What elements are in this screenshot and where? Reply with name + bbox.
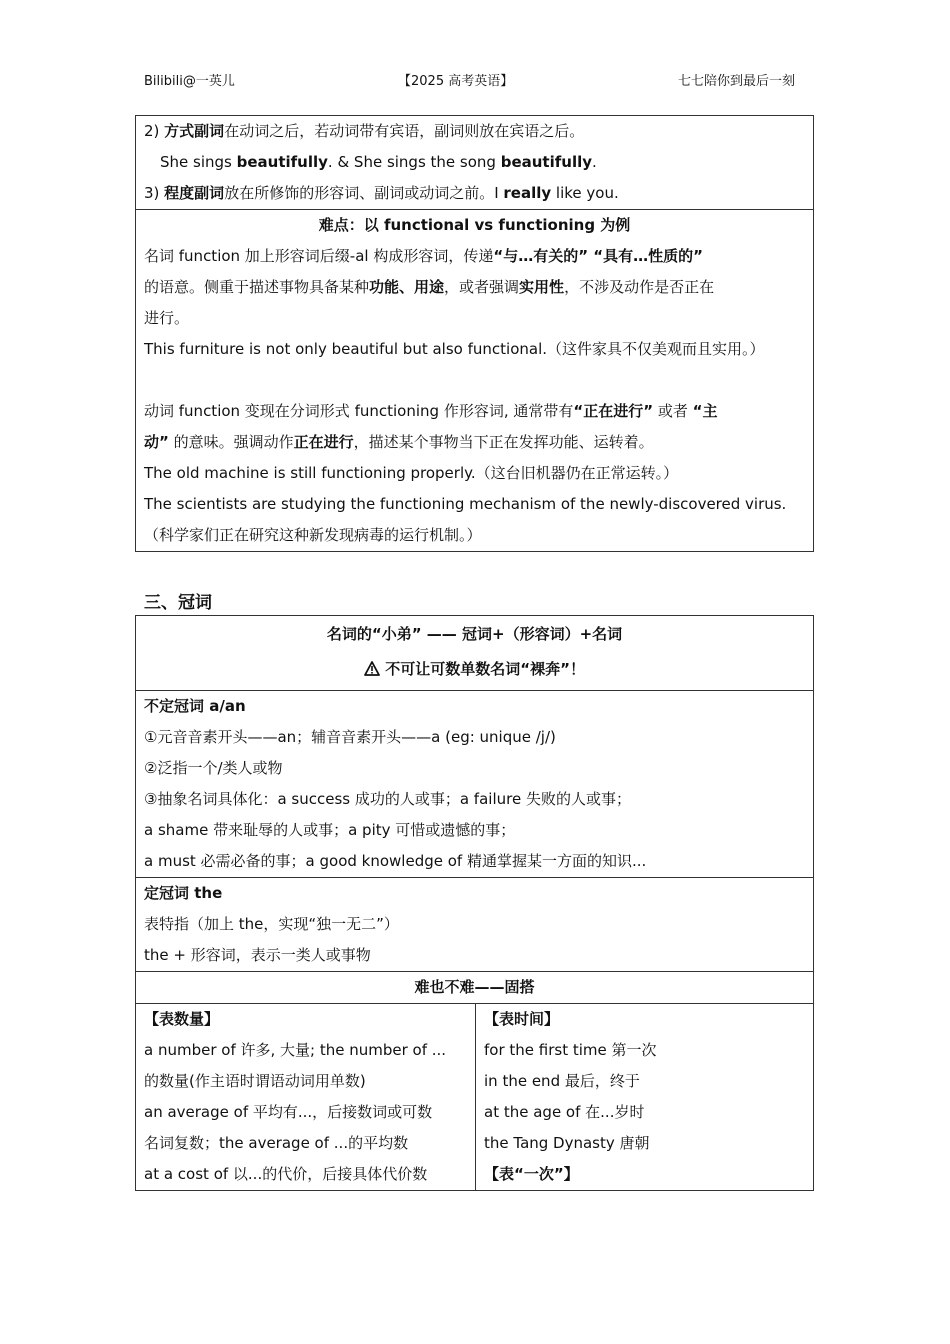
list-item: a must 必需必备的事；a good knowledge of 精通掌握某一方面的知识... [144, 852, 647, 870]
keyword: “主 [692, 402, 718, 420]
time-heading: 【表时间】 [484, 1010, 560, 1028]
fixed-phrases-title: 难也不难——固搭 [414, 978, 535, 996]
intro-line: 名词的“小弟” —— 冠词+（形容词）+名词 [326, 625, 623, 643]
difficulty-section [136, 209, 813, 551]
keyword: “与…有关的” “具有…性质的” [493, 247, 704, 265]
keyword: 动” [144, 433, 169, 451]
phrase-item: a number of 许多, 大量; the number of ... [144, 1041, 447, 1059]
manner-adverb-line [136, 116, 813, 147]
warning-triangle-icon [364, 660, 385, 678]
example-line: The old machine is still functioning properly.（这台旧机器仍在正常运转。） [144, 464, 679, 482]
example-text: . [592, 153, 597, 171]
fixed-phrases-table [136, 1003, 813, 1190]
time-column [476, 1004, 813, 1190]
list-item: a shame 带来耻辱的人或事；a pity 可惜或遗憾的事； [144, 821, 516, 839]
definite-title: 定冠词 the [144, 884, 223, 902]
list-item: ③抽象名词具体化：a success 成功的人或事；a failure 失败的人或事； [144, 790, 631, 808]
text: ，或者强调 [444, 278, 520, 296]
rule-text: 在动词之后，若动词带有宾语，副词则放在宾语之后。 [224, 122, 585, 140]
text: ，描述某个事物当下正在发挥功能、运转着。 [353, 433, 654, 451]
list-item: 表特指（加上 the，实现“独一无二”） [144, 915, 399, 933]
text: 或者 [657, 402, 688, 420]
text: 的语意。侧重于描述事物具备某种 [144, 278, 370, 296]
phrase-item: at the age of 在...岁时 [484, 1103, 645, 1121]
phrase-item: at a cost of 以...的代价，后接具体代价数 [144, 1165, 428, 1183]
paragraph-line [136, 427, 813, 458]
paragraph-line: 进行。 [144, 309, 190, 327]
header-right: 七七陪你到最后一刻 [678, 74, 796, 89]
phrase-item: in the end 最后，终于 [484, 1072, 640, 1090]
example-keyword: beautifully [236, 153, 328, 171]
keyword: “正在进行” [573, 402, 654, 420]
example-line: This furniture is not only beautiful but also functional.（这件家具不仅美观而且实用。） [144, 340, 765, 358]
example-keyword: beautifully [500, 153, 593, 171]
phrase-item: the Tang Dynasty 唐朝 [484, 1134, 650, 1152]
term: 程度副词 [164, 184, 225, 202]
text: 名词 function 加上形容词后缀-al 构成形容词，传递 [144, 247, 494, 265]
paragraph-line [136, 396, 813, 427]
phrase-item: an average of 平均有...，后接数词或可数 [144, 1103, 433, 1121]
section-title: 三、冠词 [144, 593, 212, 613]
quantity-heading: 【表数量】 [144, 1010, 220, 1028]
paragraph-line [136, 241, 813, 272]
once-heading: 【表“一次”】 [484, 1165, 579, 1183]
phrase-item: 的数量(作主语时谓语动词用单数) [144, 1072, 366, 1090]
example-text: . & She sings the song [327, 153, 501, 171]
adverb-position-section [136, 116, 813, 209]
fixed-phrases-title-row [136, 971, 813, 1003]
manner-example-line [136, 147, 813, 178]
example-line: The scientists are studying the functioning mechanism of the newly-discovered virus. [144, 495, 787, 513]
example-text: like you. [551, 184, 619, 202]
article-box [135, 615, 814, 1191]
quantity-column [136, 1004, 476, 1190]
phrase-item: for the first time 第一次 [484, 1041, 657, 1059]
term: 方式副词 [164, 122, 225, 140]
item-number: 3) [144, 184, 165, 202]
adverb-box [135, 115, 814, 552]
rule-text: 放在所修饰的形容词、副词或动词之前。I [224, 184, 504, 202]
warning-text: 不可让可数单数名词“裸奔”！ [385, 660, 585, 678]
warning-line [136, 652, 813, 690]
keyword: 正在进行 [293, 433, 354, 451]
keyword: 功能、用途 [369, 278, 445, 296]
paragraph-line [136, 272, 813, 303]
translation-line: （科学家们正在研究这种新发现病毒的运行机制。） [144, 526, 482, 544]
list-item: the + 形容词，表示一类人或事物 [144, 946, 371, 964]
example-keyword: really [503, 184, 552, 202]
example-text: She sings [160, 153, 237, 171]
list-item: ①元音音素开头——an；辅音音素开头——a (eg: unique /j/) [144, 728, 556, 746]
difficulty-title: 难点：以 functional vs functioning 为例 [318, 216, 631, 234]
header-center: 【2025 高考英语】 [398, 74, 514, 89]
text: ，不涉及动作是否正在 [564, 278, 715, 296]
keyword: 实用性 [519, 278, 565, 296]
degree-adverb-line [136, 178, 813, 209]
item-number: 2) [144, 122, 165, 140]
phrase-item: 名词复数；the average of ...的平均数 [144, 1134, 409, 1152]
text: 动词 function 变现在分词形式 functioning 作形容词, 通常带有 [144, 402, 574, 420]
article-intro [136, 616, 813, 690]
header-left: Bilibili@一英儿 [144, 74, 235, 89]
list-item: ②泛指一个/类人或物 [144, 759, 283, 777]
indefinite-title: 不定冠词 a/an [144, 697, 246, 715]
text: 的意味。强调动作 [168, 433, 294, 451]
definite-article-section [136, 877, 813, 971]
indefinite-article-section [136, 690, 813, 877]
blank-line [136, 365, 813, 396]
